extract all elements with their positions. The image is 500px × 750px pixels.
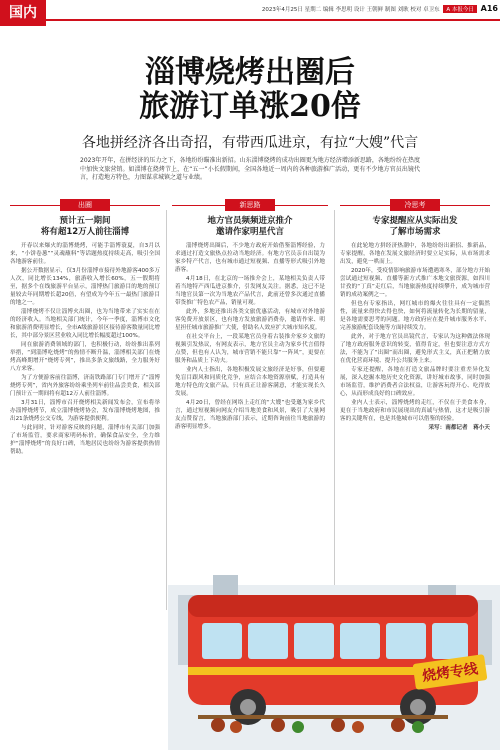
- paragraph: 淄博烧烤出圈后，不少地方政府开始借鉴淄博经验，力求通过打造文旅热点拉动当地经济。有地方官员亲自出镜为家乡特产代言，也有城市通过短视频、直播等形式吸引外地游客。: [175, 243, 325, 273]
- column-body-3: [340, 242, 490, 552]
- column-title-3: [340, 216, 490, 238]
- paragraph: 此外，多地还推出各类文旅优惠活动，有城市对外地游客免费开放景区，也有地方发放旅游消费券，邀请作家、明星担任城市旅游推广大使，借助名人效应扩大城市知名度。: [175, 309, 325, 331]
- column-divider: [334, 210, 335, 610]
- headline-line-1: 淄博烧烤出圈后: [145, 55, 355, 90]
- editor-tag: A 本报今日: [443, 5, 477, 13]
- column-body-2: [175, 242, 325, 552]
- column-title-1: [10, 216, 160, 238]
- column-title-line: 专家提醒应从实际出发: [372, 216, 458, 226]
- paragraph: 淄博烧烤不仅让淄博火出圈，也为当地带来了实实在在的经济收入。当地相关部门统计，今年一季度，淄博市文化和旅游消费明显增长，全市A级旅游景区接待游客数量同比增长，其中部分景区营业收入同比增长幅度超过100%。: [10, 309, 160, 339]
- lead-paragraph: 2023年开年，在拼经济的压力之下，各地纷纷瞄准出新招。山东淄博烧烤的成功出圈更为地方经济增添新思路，各地纷纷在热度中加快文旅营销。如淄博在烧烤节上，在“五一”小长假期间，全国各地近一周内的各种旅游推广活动，更有不少地方官员出镜代言，打造地方特色，力图谋求城镇之道与业绩。: [80, 157, 420, 181]
- paragraph: 在此轮地方拼经济热潮中，各地纷纷出新招、推新品，专家提醒，各地在发展文旅经济时要立足实际，从市场需求出发，避免一哄而上。: [340, 243, 490, 265]
- headline-line-2: 旅游订单涨20倍: [139, 89, 361, 124]
- paragraph: 2020年，受疫情影响旅游市场遭遇寒冬，部分地方开始尝试通过短视频、直播等新方式推广本地文旅资源，如四川甘孜的“丁真”走红后，当地旅游热度持续攀升，成为城市营销的成功案例之一。: [340, 268, 490, 298]
- column-title-line: 地方官员频频进京推介: [207, 216, 293, 226]
- paragraph: 据公开数据显示，仅3月份淄博市接待外地游客400多万人次，同比增长134%，旅游收入增长60%，五一假期将至，据多个在线旅游平台显示，淄博热门旅游目的地的预订量较去年同期增长超20倍，有望成为今年五一最热门旅游目的地之一。: [10, 268, 160, 306]
- column-title-line: 预计五一期间: [59, 216, 111, 226]
- paragraph: 业内人士表示，淄博烧烤的走红，不仅在于美食本身，更在于当地政府和市民展现出的真诚与热情，这才是吸引游客的关键所在，也是其他城市可以借鉴的经验。: [340, 400, 490, 422]
- paragraph: 开春以来爆火的淄博烧烤，可能手淄博蓑夏，自3月以来，“小饼卷葱”“灵魂蘸料”等话题热度持续走高，吸引全国各地游客前往。: [10, 243, 160, 265]
- page-header: [0, 0, 500, 26]
- paragraph: 但也有专家指出，网红城市的爆火往往具有一定偶然性，流量来得快去得也快，如何将流量转化为长期的留量，是各地需要思考的问题。地方政府应在提升城市服务水平、完善旅游配套设施等方面持续发力。: [340, 301, 490, 331]
- paragraph: 4月18日，在北京的一场推介会上，某地相关负责人带着当地特产西瓜进京推介，引发网友关注。据悉，这已不是当地官员第一次为当地农产品代言，此前还曾多次通过直播带货推广特色农产品，销量可观。: [175, 276, 325, 306]
- paragraph: 3月31日，淄博市召开烧烤相关新闻发布会，宣布将举办淄博烧烤节，成立淄博烧烤协会，发布淄博烧烤地图，推出21条烧烤公交专线，为游客提供便利。: [10, 400, 160, 422]
- column-divider: [166, 210, 167, 610]
- subheadline: 各地拼经济各出奇招，有带西瓜进京，有拉“大嫂”代言: [81, 135, 419, 151]
- column-tag-3: 冷思考: [390, 199, 440, 211]
- column-title-line: 邀请作家明星代言: [215, 227, 284, 237]
- column-title-line: 将有超12万人前往淄博: [40, 227, 130, 237]
- paragraph: 此外，对于地方官员出镜代言，专家认为这种做法体现了地方政府服务意识的转变，值得肯定，但也要注意方式方法，不能为了“出圈”而出圈，避免形式主义，真正把精力放在优化营商环境、提升公共服务上来。: [340, 334, 490, 364]
- paragraph: 在社交平台上，一段某地官员身着古装推介家乡文旅的视频引发热议，有网友表示，地方官员主动为家乡代言值得点赞，但也有人认为，城市营销不能只靠“一阵风”，更要在服务和品质上下功夫。: [175, 334, 325, 364]
- bus-illustration-art: [168, 555, 500, 750]
- paragraph: 同在旅游消费领域的部门，也积极行动，纷纷推出系列举措，“到淄博吃烧烤”的热情不断升温，淄博相关部门在烧烤高峰期增开“烧烤专列”，推出多条文旅线路，全力服务好八方来客。: [10, 342, 160, 372]
- header-meta: [262, 4, 498, 13]
- byline: 采写：南都记者 蒋小天: [428, 425, 490, 431]
- header-rule: [46, 19, 500, 21]
- paragraph: 专家还提醒，各地在打造文旅品牌时要注重差异化发展，深入挖掘本地历史文化资源，讲好城市故事，同时加强市场监管，维护消费者合法权益，让游客玩得开心、吃得放心，从而形成良好的口碑效应。: [340, 367, 490, 397]
- page-number: A16: [480, 4, 498, 13]
- column-tag-2: 新思路: [225, 199, 275, 211]
- section-tag: 国内: [0, 0, 46, 26]
- headline-block: [0, 56, 500, 152]
- paragraph: 4月20日，曾经在网络上走红的“大嫂”也受邀为家乡代言，通过短视频向网友介绍当地美食和风景，吸引了大量网友点赞留言，当地旅游部门表示，近期咨询前往当地旅游的游客明显增多。: [175, 400, 325, 430]
- column-tag-1: 出圈: [60, 199, 110, 211]
- column-title-line: 了解市场需求: [389, 227, 441, 237]
- column-title-2: [175, 216, 325, 238]
- bus-sign: 烧烤专线: [413, 654, 488, 690]
- bus-illustration: [168, 555, 500, 750]
- issue-info: 2023年4月25日 星期二 编辑 李思明 设计 王朝鲜 制图 刘耿 校对 卓卫东: [261, 7, 440, 13]
- paragraph: 业内人士指出，各地积极发展文旅经济是好事，但要避免盲目跟风和同质化竞争，应结合本地资源禀赋，打造具有地方特色的文旅产品，只有真正让游客满意，才能实现长久发展。: [175, 367, 325, 397]
- paragraph: 与此同时，针对游客反映的问题，淄博市有关部门加强了市场监管，要求商家明码标价，确保食品安全，全力维护“淄博烧烤”的良好口碑，当地居民也纷纷为游客提供热情帮助。: [10, 425, 160, 455]
- paragraph: 为了方便游客前往淄博，济南铁路部门专门增开了“淄博烧烤专列”，省内外旅客纷纷乘坐列车前往品尝美食，相关部门预计五一期间将有超12万人前往淄博。: [10, 375, 160, 397]
- column-body-1: [10, 242, 160, 737]
